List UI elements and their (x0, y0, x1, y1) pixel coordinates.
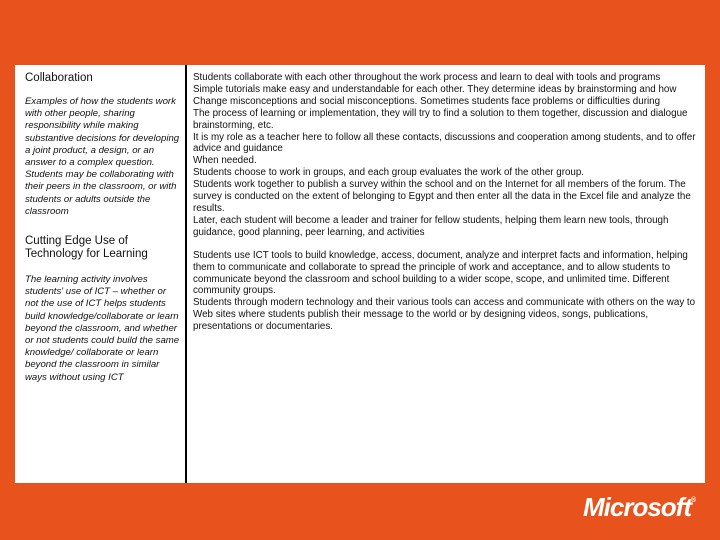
technology-description: The learning activity involves students' use of ICT – whether or not the use of ICT helps students build knowledge/collaborate or learn beyond the classroom, and whether or not students could build the same knowledge/ collaborate or learn beyond the classroom in similar ways without using ICT (25, 274, 180, 383)
evidence-column (193, 72, 699, 333)
logo-text: Microsoft (583, 492, 691, 522)
heading-technology: Cutting Edge Use of Technology for Learning (25, 235, 148, 261)
heading-collaboration: Collaboration (25, 72, 93, 84)
microsoft-logo (583, 492, 696, 523)
criteria-column (25, 72, 180, 384)
column-divider (185, 65, 187, 483)
collaboration-evidence: Students collaborate with each other throughout the work process and learn to deal with tools and programs Simple tutorials make easy and understandable for each other. They determine ideas by brainstorming and how Change misconceptions and social misconceptions. Sometimes students face problems or difficulties during The process of learning or implementation, they will try to find a solution to them together, discussion and dialogue brainstorming, etc. It is my role as a teacher here to follow all these contacts, discussions and cooperation among students, and to offer advice and guidance When needed. Students choose to work in groups, and each group evaluates the work of the other group. Students work together to publish a survey within the school and on the Internet for all members of the forum. The survey is conducted on the extent of belonging to Egypt and then enter all the data in the Excel file and analyze the results. Later, each student will become a leader and trainer for fellow students, helping them learn new tools, through guidance, good planning, peer learning, and activities (193, 72, 696, 238)
technology-evidence: Students use ICT tools to build knowledge, access, document, analyze and interpret facts and information, helping them to communicate and collaborate to spread the principle of work and acceptance, and to allow students to communicate beyond the classroom and school building to a wider scope, scope, and unlimited time. Different community groups. Students through modern technology and their various tools can access and communicate with others on the way to Web sites where students publish their message to the world or by designing videos, songs, publications, presentations or documentaries. (193, 249, 696, 333)
collaboration-description: Examples of how the students work with other people, sharing responsibility while making substantive decisions for developing a joint product, a design, or an answer to a complex question. Students may be collaborating with their peers in the classroom, or with students or adults outside the classroom (25, 96, 180, 217)
registered-mark: ® (691, 497, 697, 504)
